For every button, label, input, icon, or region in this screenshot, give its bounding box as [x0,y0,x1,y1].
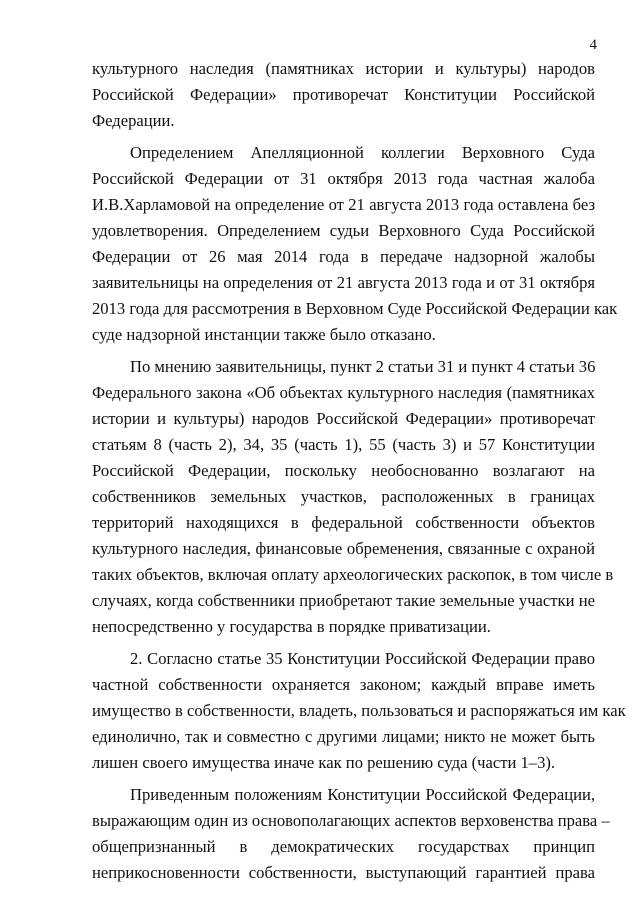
paragraph [92,140,618,348]
text-line: Федерального закона «Об объектах культурного наследия (памятниках [92,383,595,402]
text-line: случаях, когда собственники приобретают такие земельные участки не [92,591,595,610]
text-line: Приведенным положениям Конституции Российской Федерации, [130,785,595,804]
text-line: частной собственности охраняется законом; каждый вправе иметь [92,675,595,694]
text-line: Российской Федерации от 31 октября 2013 года частная жалоба [92,169,595,188]
text-line: культурного наследия (памятниках истории и культуры) народов [92,59,595,78]
text-line: неприкосновенности собственности, выступающий гарантией права [92,863,595,882]
text-line: собственников земельных участков, расположенных в границах [92,487,595,506]
text-line: лишен своего имущества иначе как по решению суда (части 1–3). [92,753,556,772]
text-line: таких объектов, включая оплату археологических раскопок, в том числе в [92,565,614,584]
page-number: 4 [589,37,597,53]
text-line: непосредственно у государства в порядке приватизации. [92,617,491,636]
text-line: имущество в собственности, владеть, пользоваться и распоряжаться им как [92,701,626,720]
text-line: 2. Согласно статье 35 Конституции Российской Федерации право [130,649,595,668]
text-line: Российской Федерации, поскольку необоснованно возлагают на [92,461,595,480]
text-line: статьям 8 (часть 2), 34, 35 (часть 1), 55 (часть 3) и 57 Конституции [92,435,595,454]
text-line: Федерации. [92,111,175,130]
paragraph [92,56,595,134]
text-line: По мнению заявительницы, пункт 2 статьи 31 и пункт 4 статьи 36 [130,357,596,376]
text-line: истории и культуры) народов Российской Федерации» противоречат [92,409,595,428]
paragraph [92,646,626,776]
text-line: 2013 года для рассмотрения в Верховном Суде Российской Федерации как [92,299,618,318]
text-line: Определением Апелляционной коллегии Верховного Суда [130,143,595,162]
text-line: территорий находящихся в федеральной собственности объектов [92,513,595,532]
text-line: удовлетворения. Определением судьи Верховного Суда Российской [92,221,595,240]
text-line: заявительницы на определения от 21 августа 2013 года и от 31 октября [92,273,595,292]
text-line: выражающим один из основополагающих аспектов верховенства права – [92,811,610,830]
text-line: общепризнанный в демократических государствах принцип [92,837,595,856]
text-line: суде надзорной инстанции также было отказано. [92,325,436,344]
text-line: единолично, так и совместно с другими лицами; никто не может быть [92,727,595,746]
paragraph [92,354,614,640]
document-body [92,56,626,892]
text-line: культурного наследия, финансовые обременения, связанные с охраной [92,539,595,558]
text-line: Российской Федерации» противоречат Конституции Российской [92,85,595,104]
text-line: Федерации от 26 мая 2014 года в передаче надзорной жалобы [92,247,595,266]
paragraph [92,782,610,886]
text-line: И.В.Харламовой на определение от 21 августа 2013 года оставлена без [92,195,595,214]
